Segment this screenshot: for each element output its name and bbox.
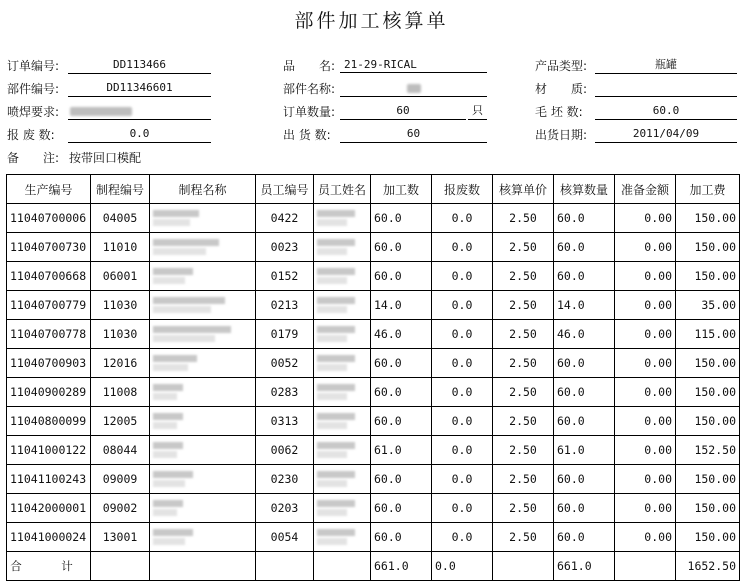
header-row-3 — [0, 102, 743, 122]
scrap-cell: 0.0 — [432, 291, 493, 320]
calc-qty-cell: 61.0 — [554, 436, 615, 465]
price-cell: 2.50 — [493, 436, 554, 465]
price-cell: 2.50 — [493, 204, 554, 233]
redacted-text — [407, 84, 421, 93]
redacted-text — [317, 500, 355, 507]
price-cell: 2.50 — [493, 494, 554, 523]
redacted-text — [70, 107, 132, 116]
page-title: 部件加工核算单 — [294, 10, 449, 32]
redacted-text — [153, 210, 199, 217]
proc-no-cell: 06001 — [91, 262, 150, 291]
redacted-text — [153, 239, 219, 246]
spray-label: 喷焊要求: — [7, 105, 60, 119]
price-cell: 2.50 — [493, 378, 554, 407]
price-cell: 2.50 — [493, 465, 554, 494]
prod-no-cell: 11040700779 — [7, 291, 91, 320]
redacted-text — [153, 393, 177, 400]
redacted-text — [317, 326, 355, 333]
proc-name-cell — [150, 233, 256, 262]
emp-name-cell — [314, 349, 371, 378]
redacted-text — [153, 442, 183, 449]
fee-cell: 150.00 — [676, 378, 740, 407]
redacted-text — [153, 500, 183, 507]
redacted-text — [317, 413, 355, 420]
proc-name-cell — [150, 320, 256, 349]
header-row-5 — [0, 148, 743, 168]
col-header: 准备金额 — [615, 175, 676, 204]
redacted-text — [153, 326, 231, 333]
table-row — [7, 291, 740, 320]
redacted-text — [153, 297, 225, 304]
total-empty-cell — [91, 552, 150, 581]
calc-qty-cell: 60.0 — [554, 407, 615, 436]
spray-value — [68, 102, 211, 120]
scrap-cell: 0.0 — [432, 378, 493, 407]
redacted-text — [153, 509, 177, 516]
total-empty-cell — [150, 552, 256, 581]
calc-qty-cell: 60.0 — [554, 378, 615, 407]
redacted-text — [317, 529, 355, 536]
fee-cell: 150.00 — [676, 494, 740, 523]
redacted-text — [317, 480, 347, 487]
category-label: 产品类型: — [535, 59, 588, 73]
redacted-text — [317, 442, 355, 449]
redacted-text — [153, 529, 193, 536]
prod-no-cell: 11040700903 — [7, 349, 91, 378]
price-cell: 2.50 — [493, 233, 554, 262]
prep-cell: 0.00 — [615, 494, 676, 523]
calc-qty-cell: 60.0 — [554, 349, 615, 378]
redacted-text — [153, 480, 185, 487]
qty-cell: 46.0 — [371, 320, 432, 349]
proc-name-cell — [150, 204, 256, 233]
total-empty-cell — [493, 552, 554, 581]
scrap-label: 报 废 数: — [7, 128, 55, 142]
redacted-text — [153, 306, 211, 313]
qty-cell: 14.0 — [371, 291, 432, 320]
qty-cell: 60.0 — [371, 262, 432, 291]
emp-name-cell — [314, 494, 371, 523]
fee-cell: 150.00 — [676, 523, 740, 552]
table-row — [7, 523, 740, 552]
part-no-value: DD11346601 — [68, 79, 211, 97]
calc-qty-cell: 46.0 — [554, 320, 615, 349]
scrap-cell: 0.0 — [432, 233, 493, 262]
scrap-cell: 0.0 — [432, 204, 493, 233]
proc-no-cell: 11030 — [91, 291, 150, 320]
emp-name-cell — [314, 204, 371, 233]
part-name-value — [340, 79, 487, 97]
table-row — [7, 204, 740, 233]
prod-no-cell: 11041100243 — [7, 465, 91, 494]
prep-cell: 0.00 — [615, 320, 676, 349]
fee-cell: 115.00 — [676, 320, 740, 349]
proc-name-cell — [150, 436, 256, 465]
prod-no-cell: 11040700730 — [7, 233, 91, 262]
ship-date-label: 出货日期: — [535, 128, 588, 142]
table-row — [7, 436, 740, 465]
proc-no-cell: 13001 — [91, 523, 150, 552]
proc-no-cell: 09002 — [91, 494, 150, 523]
emp-no-cell: 0203 — [256, 494, 314, 523]
col-header: 加工费 — [676, 175, 740, 204]
order-qty-value: 60 — [340, 102, 466, 120]
total-empty-cell — [256, 552, 314, 581]
total-empty-cell — [314, 552, 371, 581]
redacted-text — [317, 277, 347, 284]
product-name-label: 品 名: — [283, 59, 336, 73]
proc-name-cell — [150, 291, 256, 320]
proc-no-cell: 11010 — [91, 233, 150, 262]
redacted-text — [153, 364, 188, 371]
table-row — [7, 349, 740, 378]
total-row — [7, 552, 740, 581]
process-table — [6, 174, 740, 581]
table-row — [7, 320, 740, 349]
qty-cell: 60.0 — [371, 407, 432, 436]
order-qty-label: 订单数量: — [283, 105, 336, 119]
fee-cell: 35.00 — [676, 291, 740, 320]
col-header: 制程编号 — [91, 175, 150, 204]
prod-no-cell: 11041000122 — [7, 436, 91, 465]
scrap-cell: 0.0 — [432, 494, 493, 523]
order-no-value: DD113466 — [68, 56, 211, 74]
proc-no-cell: 12005 — [91, 407, 150, 436]
table-row — [7, 407, 740, 436]
calc-qty-cell: 60.0 — [554, 233, 615, 262]
total-qty: 661.0 — [371, 552, 432, 581]
col-header: 制程名称 — [150, 175, 256, 204]
header-row-2 — [0, 79, 743, 99]
redacted-text — [317, 268, 355, 275]
redacted-text — [317, 297, 355, 304]
table-row — [7, 378, 740, 407]
col-header: 加工数 — [371, 175, 432, 204]
prep-cell: 0.00 — [615, 233, 676, 262]
redacted-text — [317, 384, 355, 391]
blank-count-label: 毛 坯 数: — [535, 105, 583, 119]
proc-name-cell — [150, 407, 256, 436]
emp-name-cell — [314, 378, 371, 407]
col-header: 员工姓名 — [314, 175, 371, 204]
redacted-text — [153, 248, 206, 255]
ship-date-value: 2011/04/09 — [595, 125, 737, 143]
prod-no-cell: 11041000024 — [7, 523, 91, 552]
emp-no-cell: 0052 — [256, 349, 314, 378]
calc-qty-cell: 60.0 — [554, 523, 615, 552]
calc-qty-cell: 60.0 — [554, 494, 615, 523]
price-cell: 2.50 — [493, 320, 554, 349]
price-cell: 2.50 — [493, 262, 554, 291]
price-cell: 2.50 — [493, 349, 554, 378]
emp-name-cell — [314, 465, 371, 494]
redacted-text — [153, 422, 177, 429]
prod-no-cell: 11042000001 — [7, 494, 91, 523]
table-header-row — [7, 175, 740, 204]
prod-no-cell: 11040800099 — [7, 407, 91, 436]
proc-no-cell: 09009 — [91, 465, 150, 494]
emp-name-cell — [314, 523, 371, 552]
note-label: 备 注: — [7, 151, 60, 165]
material-value — [595, 79, 737, 97]
scrap-cell: 0.0 — [432, 407, 493, 436]
scrap-cell: 0.0 — [432, 349, 493, 378]
emp-no-cell: 0054 — [256, 523, 314, 552]
redacted-text — [153, 413, 183, 420]
redacted-text — [317, 248, 347, 255]
emp-no-cell: 0313 — [256, 407, 314, 436]
qty-cell: 60.0 — [371, 523, 432, 552]
redacted-text — [153, 355, 197, 362]
redacted-text — [317, 355, 355, 362]
calc-qty-cell: 14.0 — [554, 291, 615, 320]
header-row-1 — [0, 56, 743, 76]
redacted-text — [317, 306, 347, 313]
qty-cell: 60.0 — [371, 378, 432, 407]
note-value: 按带回口模配 — [69, 151, 142, 165]
redacted-text — [317, 451, 347, 458]
col-header: 核算数量 — [554, 175, 615, 204]
prep-cell: 0.00 — [615, 407, 676, 436]
prep-cell: 0.00 — [615, 291, 676, 320]
scrap-cell: 0.0 — [432, 262, 493, 291]
redacted-text — [317, 538, 347, 545]
ship-qty-label: 出 货 数: — [283, 128, 331, 142]
total-label: 合 计 — [7, 552, 91, 581]
emp-name-cell — [314, 291, 371, 320]
redacted-text — [153, 451, 177, 458]
header-row-4 — [0, 125, 743, 145]
prep-cell: 0.00 — [615, 523, 676, 552]
part-no-label: 部件编号: — [7, 82, 60, 96]
scrap-cell: 0.0 — [432, 523, 493, 552]
redacted-text — [153, 471, 193, 478]
col-header: 生产编号 — [7, 175, 91, 204]
redacted-text — [317, 210, 355, 217]
table-row — [7, 465, 740, 494]
ship-qty-value: 60 — [340, 125, 487, 143]
proc-name-cell — [150, 349, 256, 378]
fee-cell: 150.00 — [676, 465, 740, 494]
redacted-text — [153, 268, 193, 275]
emp-name-cell — [314, 320, 371, 349]
table-row — [7, 233, 740, 262]
calc-qty-cell: 60.0 — [554, 204, 615, 233]
qty-cell: 60.0 — [371, 204, 432, 233]
proc-name-cell — [150, 378, 256, 407]
redacted-text — [153, 384, 183, 391]
product-name-value: 21-29-RICAL — [340, 56, 487, 73]
emp-no-cell: 0023 — [256, 233, 314, 262]
price-cell: 2.50 — [493, 407, 554, 436]
redacted-text — [153, 335, 215, 342]
category-value: 瓶罐 — [595, 56, 737, 74]
col-header: 报废数 — [432, 175, 493, 204]
redacted-text — [317, 509, 347, 516]
emp-no-cell: 0062 — [256, 436, 314, 465]
total-scrap: 0.0 — [432, 552, 493, 581]
proc-name-cell — [150, 465, 256, 494]
qty-cell: 60.0 — [371, 465, 432, 494]
proc-no-cell: 12016 — [91, 349, 150, 378]
scrap-cell: 0.0 — [432, 320, 493, 349]
prod-no-cell: 11040700006 — [7, 204, 91, 233]
emp-no-cell: 0283 — [256, 378, 314, 407]
proc-no-cell: 08044 — [91, 436, 150, 465]
emp-no-cell: 0422 — [256, 204, 314, 233]
order-no-label: 订单编号: — [7, 59, 60, 73]
prep-cell: 0.00 — [615, 465, 676, 494]
prep-cell: 0.00 — [615, 349, 676, 378]
col-header: 核算单价 — [493, 175, 554, 204]
table-row — [7, 494, 740, 523]
fee-cell: 150.00 — [676, 349, 740, 378]
emp-no-cell: 0213 — [256, 291, 314, 320]
emp-no-cell: 0179 — [256, 320, 314, 349]
fee-cell: 150.00 — [676, 262, 740, 291]
qty-cell: 60.0 — [371, 494, 432, 523]
material-label: 材 质: — [535, 82, 588, 96]
emp-no-cell: 0230 — [256, 465, 314, 494]
redacted-text — [153, 277, 185, 284]
scrap-value: 0.0 — [68, 125, 211, 143]
total-fee: 1652.50 — [676, 552, 740, 581]
total-calc-qty: 661.0 — [554, 552, 615, 581]
redacted-text — [317, 239, 355, 246]
price-cell: 2.50 — [493, 291, 554, 320]
scrap-cell: 0.0 — [432, 465, 493, 494]
qty-cell: 60.0 — [371, 349, 432, 378]
redacted-text — [317, 422, 347, 429]
redacted-text — [317, 393, 347, 400]
blank-count-value: 60.0 — [595, 102, 737, 120]
prep-cell: 0.00 — [615, 204, 676, 233]
fee-cell: 150.00 — [676, 233, 740, 262]
proc-name-cell — [150, 494, 256, 523]
prep-cell: 0.00 — [615, 378, 676, 407]
prod-no-cell: 11040700778 — [7, 320, 91, 349]
prod-no-cell: 11040900289 — [7, 378, 91, 407]
fee-cell: 150.00 — [676, 204, 740, 233]
redacted-text — [153, 219, 190, 226]
redacted-text — [317, 471, 355, 478]
fee-cell: 150.00 — [676, 407, 740, 436]
prod-no-cell: 11040700668 — [7, 262, 91, 291]
price-cell: 2.50 — [493, 523, 554, 552]
emp-no-cell: 0152 — [256, 262, 314, 291]
redacted-text — [317, 335, 347, 342]
redacted-text — [153, 538, 185, 545]
redacted-text — [317, 219, 347, 226]
scrap-cell: 0.0 — [432, 436, 493, 465]
qty-cell: 60.0 — [371, 233, 432, 262]
proc-no-cell: 11030 — [91, 320, 150, 349]
qty-cell: 61.0 — [371, 436, 432, 465]
table-row — [7, 262, 740, 291]
prep-cell: 0.00 — [615, 262, 676, 291]
prep-cell: 0.00 — [615, 436, 676, 465]
calc-qty-cell: 60.0 — [554, 465, 615, 494]
proc-name-cell — [150, 262, 256, 291]
col-header: 员工编号 — [256, 175, 314, 204]
redacted-text — [317, 364, 347, 371]
fee-cell: 152.50 — [676, 436, 740, 465]
proc-no-cell: 11008 — [91, 378, 150, 407]
proc-name-cell — [150, 523, 256, 552]
proc-no-cell: 04005 — [91, 204, 150, 233]
emp-name-cell — [314, 233, 371, 262]
emp-name-cell — [314, 262, 371, 291]
order-qty-unit: 只 — [468, 102, 487, 120]
emp-name-cell — [314, 407, 371, 436]
part-name-label: 部件名称: — [283, 82, 336, 96]
emp-name-cell — [314, 436, 371, 465]
calc-qty-cell: 60.0 — [554, 262, 615, 291]
total-empty-cell — [615, 552, 676, 581]
